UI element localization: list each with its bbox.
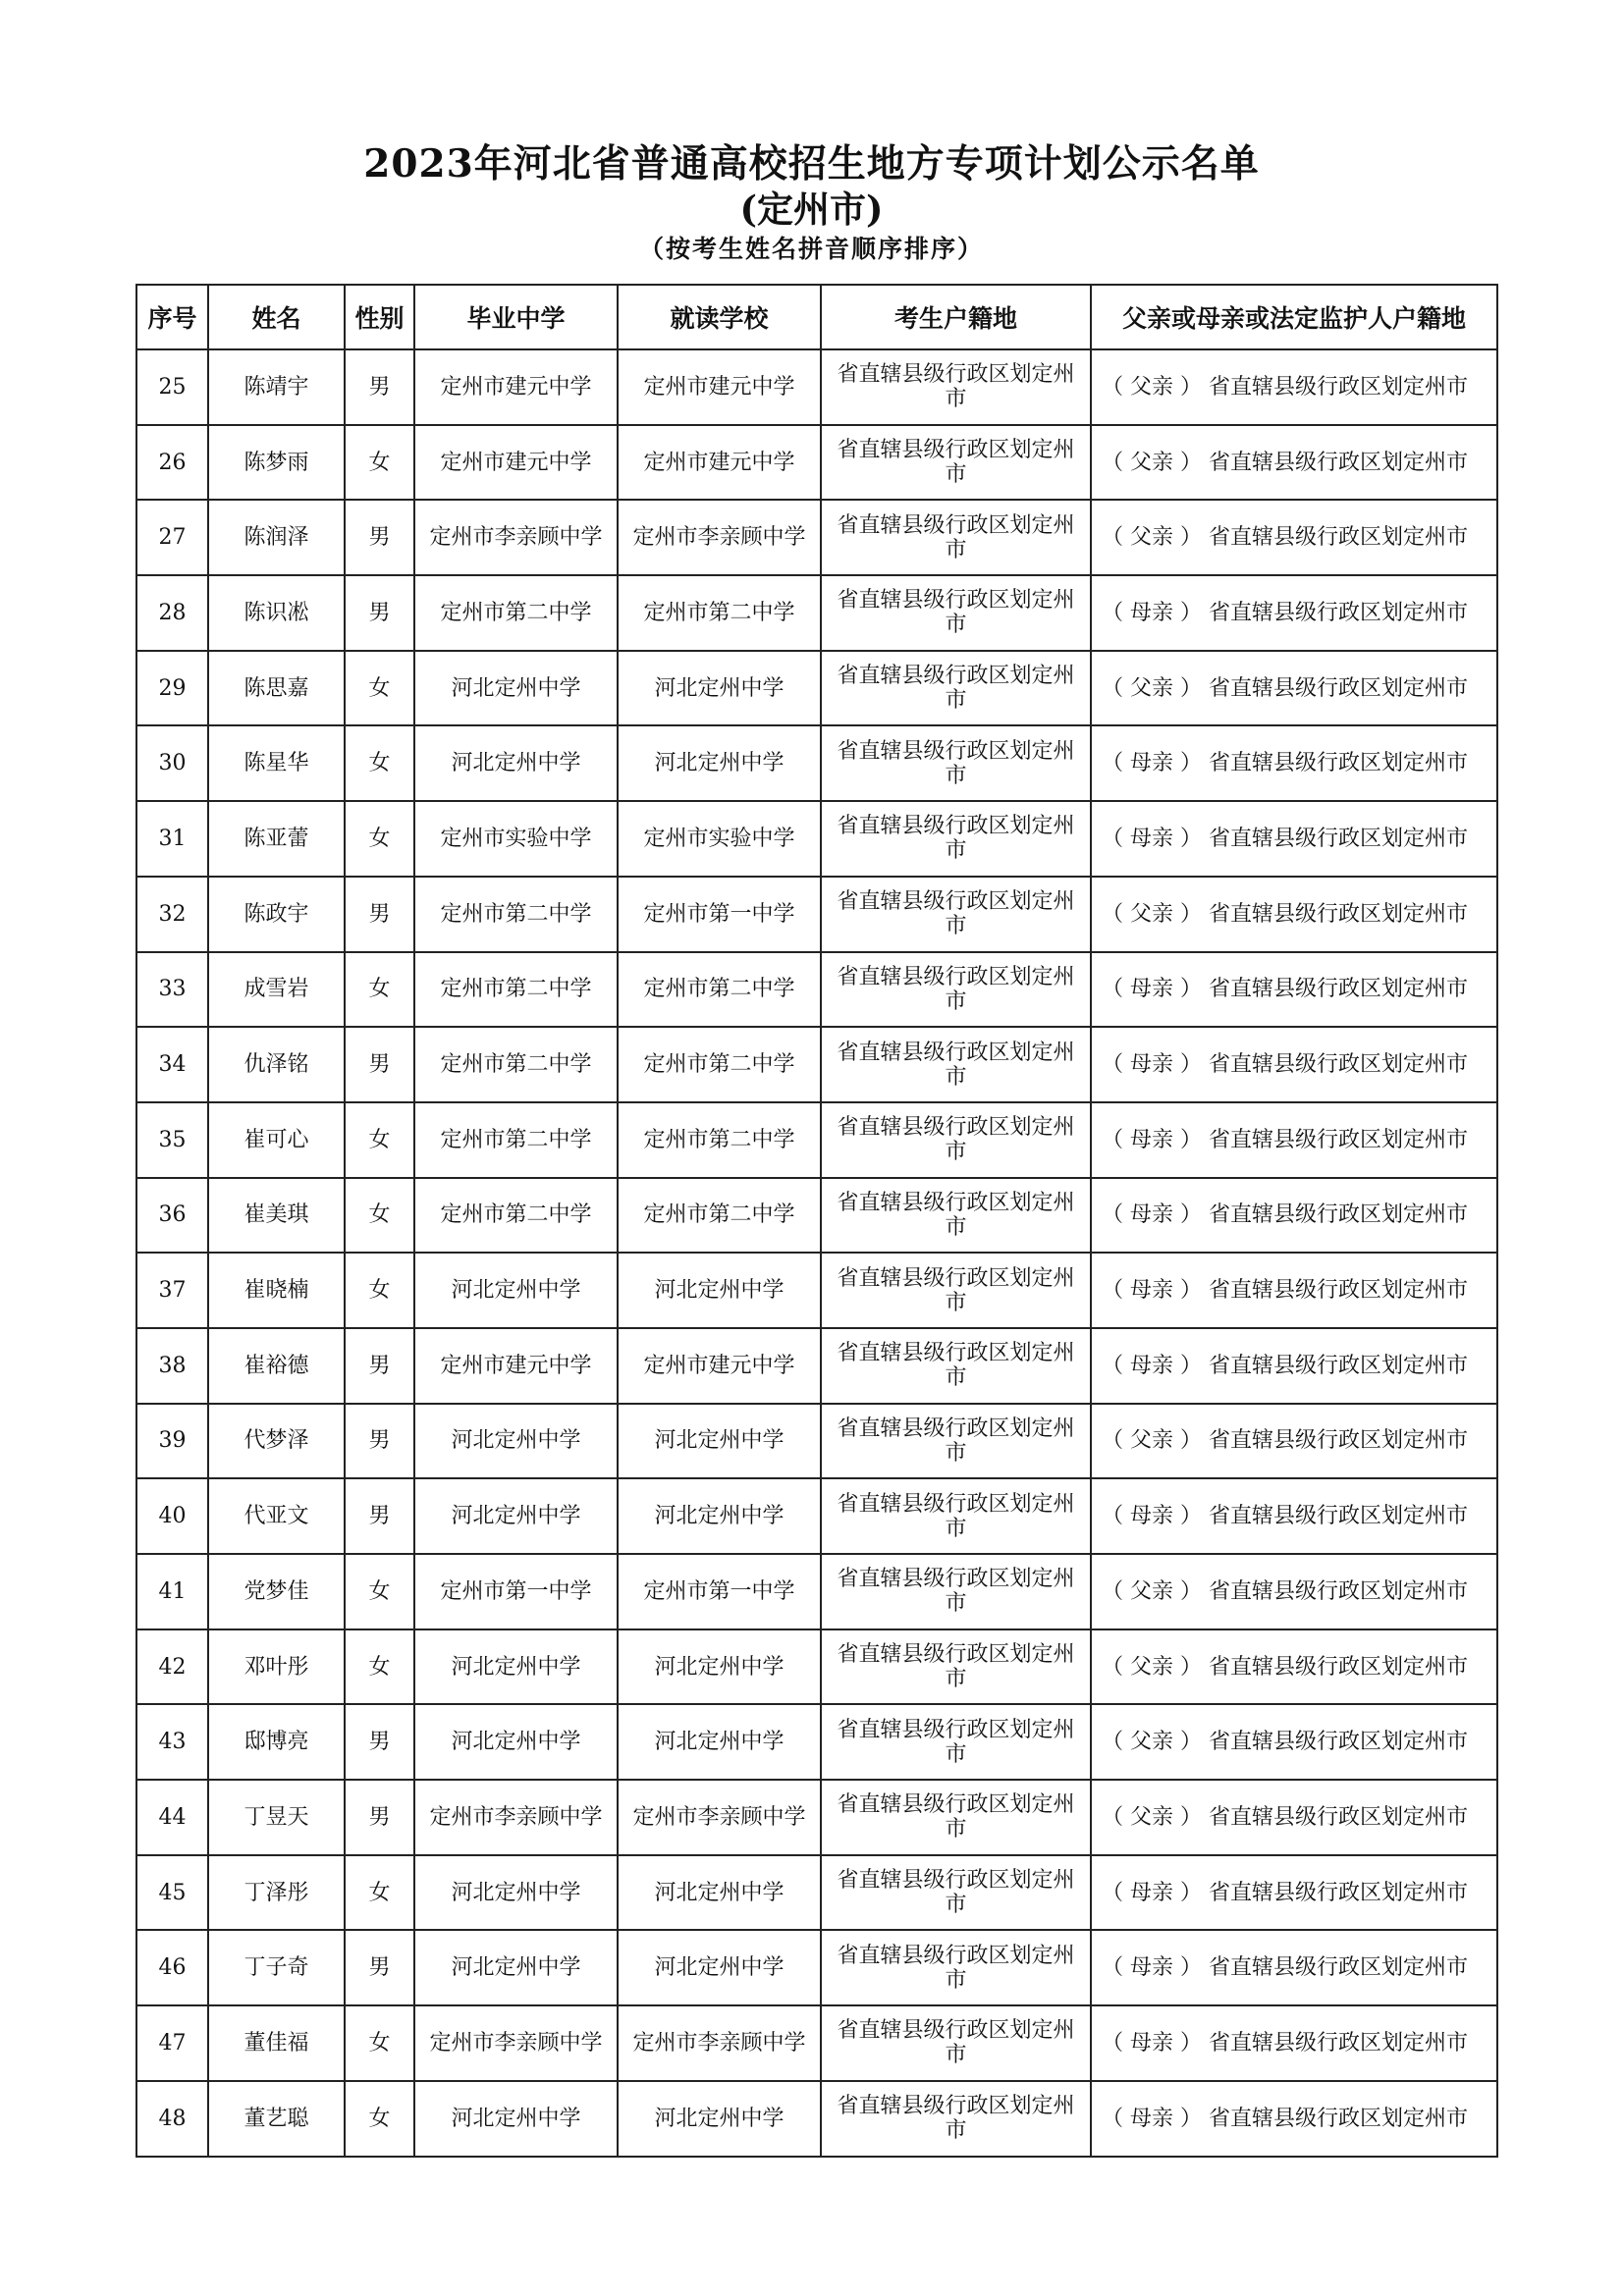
cell-gender: 女: [345, 952, 414, 1028]
cell-grad-school: 定州市李亲顾中学: [414, 500, 618, 575]
cell-guardian-hukou: （ 父亲 ） 省直辖县级行政区划定州市: [1091, 1704, 1497, 1780]
header-current-school: 就读学校: [618, 285, 821, 349]
cell-grad-school: 河北定州中学: [414, 651, 618, 726]
cell-hukou: 省直辖县级行政区划定州市: [821, 1253, 1091, 1328]
cell-name: 陈润泽: [208, 500, 345, 575]
cell-gender: 男: [345, 1328, 414, 1404]
cell-gender: 男: [345, 1478, 414, 1554]
cell-current-school: 河北定州中学: [618, 1629, 821, 1705]
cell-name: 丁昱天: [208, 1780, 345, 1855]
cell-gender: 女: [345, 1629, 414, 1705]
cell-no: 34: [136, 1027, 208, 1102]
cell-current-school: 定州市第二中学: [618, 1027, 821, 1102]
cell-current-school: 定州市李亲顾中学: [618, 500, 821, 575]
table-row: [136, 1855, 1497, 1931]
cell-guardian-hukou: （ 母亲 ） 省直辖县级行政区划定州市: [1091, 2005, 1497, 2081]
table-row: [136, 801, 1497, 877]
cell-no: 30: [136, 725, 208, 801]
cell-hukou: 省直辖县级行政区划定州市: [821, 1404, 1091, 1479]
cell-hukou: 省直辖县级行政区划定州市: [821, 1178, 1091, 1254]
cell-no: 25: [136, 349, 208, 425]
cell-no: 28: [136, 575, 208, 651]
cell-current-school: 定州市第二中学: [618, 575, 821, 651]
cell-no: 38: [136, 1328, 208, 1404]
table-row: [136, 651, 1497, 726]
cell-no: 46: [136, 1930, 208, 2005]
header-grad-school: 毕业中学: [414, 285, 618, 349]
cell-guardian-hukou: （ 父亲 ） 省直辖县级行政区划定州市: [1091, 877, 1497, 952]
cell-gender: 男: [345, 500, 414, 575]
page-subtitle: (定州市): [739, 187, 884, 231]
cell-current-school: 河北定州中学: [618, 2081, 821, 2157]
table-row: [136, 1780, 1497, 1855]
cell-no: 42: [136, 1629, 208, 1705]
cell-hukou: 省直辖县级行政区划定州市: [821, 2005, 1091, 2081]
cell-no: 37: [136, 1253, 208, 1328]
cell-gender: 男: [345, 1027, 414, 1102]
cell-gender: 女: [345, 801, 414, 877]
header-gender: 性别: [345, 285, 414, 349]
cell-name: 崔晓楠: [208, 1253, 345, 1328]
cell-name: 党梦佳: [208, 1554, 345, 1629]
cell-no: 33: [136, 952, 208, 1028]
cell-hukou: 省直辖县级行政区划定州市: [821, 1855, 1091, 1931]
cell-name: 邸博亮: [208, 1704, 345, 1780]
table-row: [136, 1404, 1497, 1479]
cell-gender: 男: [345, 1404, 414, 1479]
cell-hukou: 省直辖县级行政区划定州市: [821, 877, 1091, 952]
cell-no: 31: [136, 801, 208, 877]
cell-current-school: 河北定州中学: [618, 725, 821, 801]
header-hukou: 考生户籍地: [821, 285, 1091, 349]
cell-grad-school: 河北定州中学: [414, 1704, 618, 1780]
cell-grad-school: 定州市第二中学: [414, 575, 618, 651]
cell-grad-school: 定州市李亲顾中学: [414, 1780, 618, 1855]
cell-guardian-hukou: （ 母亲 ） 省直辖县级行政区划定州市: [1091, 1253, 1497, 1328]
table-row: [136, 1704, 1497, 1780]
cell-guardian-hukou: （ 母亲 ） 省直辖县级行政区划定州市: [1091, 2081, 1497, 2157]
cell-hukou: 省直辖县级行政区划定州市: [821, 425, 1091, 501]
cell-guardian-hukou: （ 母亲 ） 省直辖县级行政区划定州市: [1091, 1328, 1497, 1404]
cell-gender: 女: [345, 1253, 414, 1328]
cell-current-school: 定州市建元中学: [618, 349, 821, 425]
cell-name: 董艺聪: [208, 2081, 345, 2157]
table-row: [136, 425, 1497, 501]
cell-no: 44: [136, 1780, 208, 1855]
table-row: [136, 1930, 1497, 2005]
cell-grad-school: 河北定州中学: [414, 1404, 618, 1479]
cell-grad-school: 定州市第二中学: [414, 952, 618, 1028]
cell-current-school: 定州市李亲顾中学: [618, 2005, 821, 2081]
cell-no: 45: [136, 1855, 208, 1931]
cell-guardian-hukou: （ 母亲 ） 省直辖县级行政区划定州市: [1091, 1855, 1497, 1931]
table-body: [136, 349, 1497, 2157]
cell-hukou: 省直辖县级行政区划定州市: [821, 1629, 1091, 1705]
cell-grad-school: 定州市第二中学: [414, 1178, 618, 1254]
cell-name: 崔裕德: [208, 1328, 345, 1404]
cell-hukou: 省直辖县级行政区划定州市: [821, 349, 1091, 425]
cell-gender: 男: [345, 1930, 414, 2005]
cell-current-school: 定州市第二中学: [618, 1102, 821, 1178]
cell-current-school: 定州市建元中学: [618, 425, 821, 501]
cell-gender: 女: [345, 651, 414, 726]
cell-name: 崔美琪: [208, 1178, 345, 1254]
cell-grad-school: 定州市第一中学: [414, 1554, 618, 1629]
header-row: [136, 285, 1497, 349]
cell-no: 27: [136, 500, 208, 575]
cell-hukou: 省直辖县级行政区划定州市: [821, 725, 1091, 801]
cell-guardian-hukou: （ 母亲 ） 省直辖县级行政区划定州市: [1091, 575, 1497, 651]
cell-grad-school: 定州市实验中学: [414, 801, 618, 877]
cell-grad-school: 河北定州中学: [414, 1253, 618, 1328]
header-guardian-hukou: 父亲或母亲或法定监护人户籍地: [1091, 285, 1497, 349]
cell-grad-school: 河北定州中学: [414, 1855, 618, 1931]
cell-grad-school: 河北定州中学: [414, 2081, 618, 2157]
cell-gender: 女: [345, 1102, 414, 1178]
cell-hukou: 省直辖县级行政区划定州市: [821, 1930, 1091, 2005]
table-row: [136, 1253, 1497, 1328]
cell-grad-school: 河北定州中学: [414, 1930, 618, 2005]
table-row: [136, 1629, 1497, 1705]
cell-hukou: 省直辖县级行政区划定州市: [821, 2081, 1091, 2157]
table-row: [136, 575, 1497, 651]
cell-guardian-hukou: （ 父亲 ） 省直辖县级行政区划定州市: [1091, 1629, 1497, 1705]
cell-hukou: 省直辖县级行政区划定州市: [821, 1328, 1091, 1404]
cell-hukou: 省直辖县级行政区划定州市: [821, 500, 1091, 575]
cell-name: 董佳福: [208, 2005, 345, 2081]
cell-name: 陈政宇: [208, 877, 345, 952]
cell-gender: 女: [345, 1554, 414, 1629]
cell-hukou: 省直辖县级行政区划定州市: [821, 1027, 1091, 1102]
cell-name: 崔可心: [208, 1102, 345, 1178]
cell-grad-school: 定州市建元中学: [414, 1328, 618, 1404]
cell-current-school: 定州市李亲顾中学: [618, 1780, 821, 1855]
table-row: [136, 2005, 1497, 2081]
header-no: 序号: [136, 285, 208, 349]
cell-gender: 女: [345, 2081, 414, 2157]
cell-guardian-hukou: （ 母亲 ） 省直辖县级行政区划定州市: [1091, 1027, 1497, 1102]
table-row: [136, 1478, 1497, 1554]
table-row: [136, 1328, 1497, 1404]
cell-no: 32: [136, 877, 208, 952]
cell-hukou: 省直辖县级行政区划定州市: [821, 1780, 1091, 1855]
cell-current-school: 河北定州中学: [618, 1253, 821, 1328]
page-title: 2023年河北省普通高校招生地方专项计划公示名单: [363, 141, 1260, 187]
cell-gender: 男: [345, 877, 414, 952]
table-row: [136, 2081, 1497, 2157]
cell-gender: 女: [345, 425, 414, 501]
cell-current-school: 定州市第二中学: [618, 952, 821, 1028]
cell-no: 39: [136, 1404, 208, 1479]
cell-current-school: 河北定州中学: [618, 651, 821, 726]
cell-gender: 女: [345, 2005, 414, 2081]
header-name: 姓名: [208, 285, 345, 349]
cell-name: 丁泽彤: [208, 1855, 345, 1931]
roster-table: [135, 284, 1498, 2158]
cell-name: 陈梦雨: [208, 425, 345, 501]
cell-name: 陈识凇: [208, 575, 345, 651]
cell-hukou: 省直辖县级行政区划定州市: [821, 575, 1091, 651]
table-row: [136, 725, 1497, 801]
cell-grad-school: 河北定州中学: [414, 1629, 618, 1705]
cell-guardian-hukou: （ 父亲 ） 省直辖县级行政区划定州市: [1091, 1780, 1497, 1855]
table-row: [136, 349, 1497, 425]
cell-name: 丁子奇: [208, 1930, 345, 2005]
cell-name: 代梦泽: [208, 1404, 345, 1479]
cell-grad-school: 河北定州中学: [414, 725, 618, 801]
cell-name: 陈思嘉: [208, 651, 345, 726]
cell-current-school: 河北定州中学: [618, 1704, 821, 1780]
cell-guardian-hukou: （ 母亲 ） 省直辖县级行政区划定州市: [1091, 1930, 1497, 2005]
cell-gender: 男: [345, 349, 414, 425]
cell-name: 陈星华: [208, 725, 345, 801]
cell-current-school: 河北定州中学: [618, 1855, 821, 1931]
cell-gender: 女: [345, 1855, 414, 1931]
cell-current-school: 定州市实验中学: [618, 801, 821, 877]
cell-current-school: 定州市第一中学: [618, 877, 821, 952]
cell-guardian-hukou: （ 母亲 ） 省直辖县级行政区划定州市: [1091, 801, 1497, 877]
cell-gender: 男: [345, 1704, 414, 1780]
cell-guardian-hukou: （ 母亲 ） 省直辖县级行政区划定州市: [1091, 1178, 1497, 1254]
cell-grad-school: 定州市第二中学: [414, 1027, 618, 1102]
cell-no: 40: [136, 1478, 208, 1554]
cell-hukou: 省直辖县级行政区划定州市: [821, 952, 1091, 1028]
table-row: [136, 877, 1497, 952]
cell-gender: 男: [345, 1780, 414, 1855]
cell-guardian-hukou: （ 母亲 ） 省直辖县级行政区划定州市: [1091, 1102, 1497, 1178]
cell-grad-school: 定州市第二中学: [414, 1102, 618, 1178]
cell-name: 邓叶彤: [208, 1629, 345, 1705]
cell-current-school: 定州市第一中学: [618, 1554, 821, 1629]
cell-hukou: 省直辖县级行政区划定州市: [821, 1704, 1091, 1780]
table-row: [136, 500, 1497, 575]
cell-guardian-hukou: （ 母亲 ） 省直辖县级行政区划定州市: [1091, 952, 1497, 1028]
cell-name: 陈亚蕾: [208, 801, 345, 877]
cell-gender: 男: [345, 575, 414, 651]
cell-no: 29: [136, 651, 208, 726]
cell-grad-school: 定州市建元中学: [414, 425, 618, 501]
cell-grad-school: 定州市李亲顾中学: [414, 2005, 618, 2081]
cell-guardian-hukou: （ 母亲 ） 省直辖县级行政区划定州市: [1091, 1478, 1497, 1554]
cell-grad-school: 定州市建元中学: [414, 349, 618, 425]
cell-current-school: 河北定州中学: [618, 1404, 821, 1479]
cell-no: 26: [136, 425, 208, 501]
cell-current-school: 河北定州中学: [618, 1478, 821, 1554]
cell-grad-school: 河北定州中学: [414, 1478, 618, 1554]
cell-no: 47: [136, 2005, 208, 2081]
cell-hukou: 省直辖县级行政区划定州市: [821, 1478, 1091, 1554]
cell-gender: 女: [345, 725, 414, 801]
table-row: [136, 1554, 1497, 1629]
cell-guardian-hukou: （ 父亲 ） 省直辖县级行政区划定州市: [1091, 1554, 1497, 1629]
cell-no: 35: [136, 1102, 208, 1178]
cell-hukou: 省直辖县级行政区划定州市: [821, 651, 1091, 726]
cell-no: 41: [136, 1554, 208, 1629]
cell-current-school: 河北定州中学: [618, 1930, 821, 2005]
cell-guardian-hukou: （ 母亲 ） 省直辖县级行政区划定州市: [1091, 725, 1497, 801]
cell-hukou: 省直辖县级行政区划定州市: [821, 801, 1091, 877]
table-row: [136, 1027, 1497, 1102]
cell-current-school: 定州市第二中学: [618, 1178, 821, 1254]
sort-note: （按考生姓名拼音顺序排序）: [638, 235, 984, 263]
cell-current-school: 定州市建元中学: [618, 1328, 821, 1404]
table-row: [136, 952, 1497, 1028]
cell-guardian-hukou: （ 父亲 ） 省直辖县级行政区划定州市: [1091, 1404, 1497, 1479]
cell-guardian-hukou: （ 父亲 ） 省直辖县级行政区划定州市: [1091, 425, 1497, 501]
cell-name: 代亚文: [208, 1478, 345, 1554]
cell-grad-school: 定州市第二中学: [414, 877, 618, 952]
cell-no: 36: [136, 1178, 208, 1254]
cell-guardian-hukou: （ 父亲 ） 省直辖县级行政区划定州市: [1091, 651, 1497, 726]
cell-guardian-hukou: （ 父亲 ） 省直辖县级行政区划定州市: [1091, 349, 1497, 425]
cell-name: 仇泽铭: [208, 1027, 345, 1102]
cell-no: 48: [136, 2081, 208, 2157]
cell-gender: 女: [345, 1178, 414, 1254]
table-row: [136, 1178, 1497, 1254]
cell-name: 成雪岩: [208, 952, 345, 1028]
cell-no: 43: [136, 1704, 208, 1780]
cell-hukou: 省直辖县级行政区划定州市: [821, 1102, 1091, 1178]
cell-hukou: 省直辖县级行政区划定州市: [821, 1554, 1091, 1629]
cell-guardian-hukou: （ 父亲 ） 省直辖县级行政区划定州市: [1091, 500, 1497, 575]
table-row: [136, 1102, 1497, 1178]
cell-name: 陈靖宇: [208, 349, 345, 425]
